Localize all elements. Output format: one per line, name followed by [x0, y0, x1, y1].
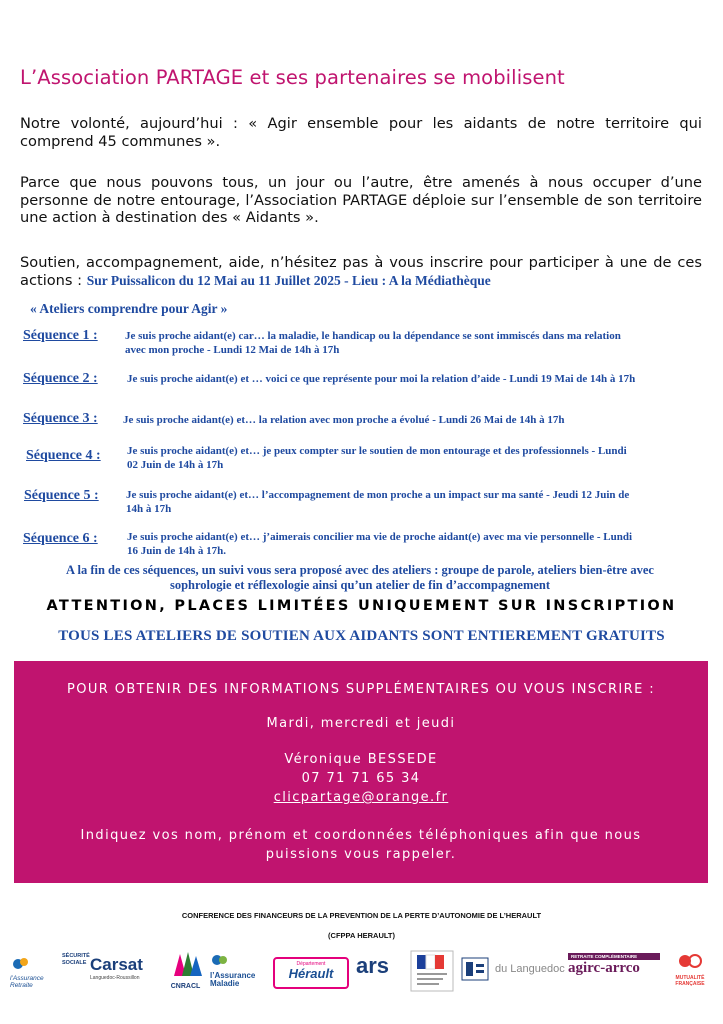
contact-days: Mardi, mercredi et jeudi — [266, 716, 456, 731]
sequence-5-text: Je suis proche aidant(e) et… l’accompagnement de mon proche a un impact sur ma santé - Jeudi 12 Juin de 14h à 17h — [126, 489, 630, 515]
footer-conference: CONFERENCE DES FINANCEURS DE LA PREVENTION DE LA PERTE D’AUTONOMIE DE L’HERAULT — [181, 911, 542, 920]
call-to-action-text: Soutien, accompagnement, aide, n’hésitez pas à vous inscrire pour participer à une de ces actions : — [20, 254, 702, 289]
carsat-sub: Languedoc-Roussillon — [90, 975, 140, 981]
assurance-maladie-icon — [210, 953, 230, 967]
cnracl-logo — [163, 948, 208, 992]
footer-cfppa: (CFPPA HERAULT) — [328, 931, 395, 940]
assurance-retraite-logo — [10, 956, 60, 989]
sequence-4-label: Séquence 4 : — [26, 448, 101, 463]
departement-herault-logo — [273, 957, 349, 989]
dates-location: Sur Puissalicon du 12 Mai au 11 Juillet 2025 - Lieu : A la Médiathèque — [86, 272, 491, 288]
contact-email-link[interactable]: clicpartage@orange.fr — [273, 790, 449, 805]
contact-phone[interactable]: 07 71 71 65 34 — [301, 771, 421, 786]
assurance-maladie-logo — [210, 953, 270, 987]
contact-instructions: Indiquez vos nom, prénom et coordonnées téléphoniques afin que nous puissions vous rappeler. — [80, 828, 642, 862]
ars-logo: ars — [356, 953, 390, 978]
sequence-3-text: Je suis proche aidant(e) et… la relation avec mon proche a évolué - Lundi 26 Mai de 14h à 17h — [123, 414, 565, 426]
agirc-arrco-logo — [568, 953, 660, 983]
herault-text: Hérault — [288, 966, 334, 981]
sequence-1-text: Je suis proche aidant(e) car… la maladie, le handicap ou la dépendance se sont immiscés dans ma relation avec mon proche - Lundi 12 Mai de 14h à 17h — [125, 330, 621, 356]
agirc-text: agirc-arrco — [568, 960, 640, 976]
ateliers-title: « Ateliers comprendre pour Agir » — [30, 301, 228, 316]
assurance-maladie-text: l’Assurance Maladie — [210, 971, 256, 988]
sequence-5-label: Séquence 5 : — [24, 488, 99, 503]
assurance-retraite-icon — [10, 956, 60, 970]
msa-logo — [460, 956, 490, 982]
contact-name: Véronique BESSEDE — [284, 752, 438, 767]
mutualite-logo — [665, 952, 715, 986]
assurance-retraite-text: l’Assurance Retraite — [10, 975, 44, 989]
mutualite-icon — [675, 952, 705, 970]
description-paragraph: Parce que nous pouvons tous, un jour ou l’autre, être amenés à nous occuper d’une personne de notre entourage, l’Association PARTAGE déploie sur l’ensemble de son territoire une action à destination des « Aidants ». — [20, 174, 702, 226]
securite-sociale-logo: SÉCURITÉ SOCIALE — [62, 953, 90, 966]
sequence-2-text: Je suis proche aidant(e) et … voici ce que représente pour moi la relation d’aide - Lundi 19 Mai de 14h à 17h — [127, 373, 636, 385]
sequence-4-text: Je suis proche aidant(e) et… je peux compter sur le soutien de mon entourage et des professionnels - Lundi 02 Juin de 14h à 17h — [127, 445, 627, 471]
cnracl-icon — [166, 948, 206, 978]
attention-banner: ATTENTION, PLACES LIMITÉES UNIQUEMENT SUR INSCRIPTION — [46, 598, 677, 614]
msa-icon — [460, 956, 490, 982]
sequence-6-label: Séquence 6 : — [23, 531, 98, 546]
languedoc-logo: du Languedoc — [495, 963, 565, 975]
agirc-top-text: RETRAITE COMPLÉMENTAIRE — [568, 953, 660, 960]
sequence-1-label: Séquence 1 : — [23, 328, 98, 343]
republique-flag-icon — [409, 949, 455, 993]
carsat-text: Carsat — [90, 955, 143, 974]
call-to-action-paragraph — [20, 254, 702, 289]
page-title: L’Association PARTAGE et ses partenaires se mobilisent — [20, 66, 565, 89]
prefet-logo — [409, 949, 457, 979]
cnracl-text: CNRACL — [170, 983, 201, 990]
contact-header: POUR OBTENIR DES INFORMATIONS SUPPLÉMENTAIRES OU VOUS INSCRIRE : — [66, 682, 656, 697]
mutualite-text: MUTUALITÉ FRANÇAISE — [675, 975, 705, 987]
carsat-logo — [90, 955, 160, 989]
free-workshops-banner: TOUS LES ATELIERS DE SOUTIEN AUX AIDANTS SONT ENTIEREMENT GRATUITS — [58, 628, 665, 644]
follow-up-text: A la fin de ces séquences, un suivi vous sera proposé avec des ateliers : groupe de parole, ateliers bien-être avec sophrologie et réflexologie ainsi qu’un atelier de fin d’accompagnement — [66, 563, 654, 592]
sequence-2-label: Séquence 2 : — [23, 371, 98, 386]
departement-text: Département — [296, 961, 326, 967]
intro-paragraph: Notre volonté, aujourd’hui : « Agir ensemble pour les aidants de notre territoire qui comprend 45 communes ». — [20, 115, 702, 150]
sequence-3-label: Séquence 3 : — [23, 411, 98, 426]
sequence-6-text: Je suis proche aidant(e) et… j’aimerais concilier ma vie de proche aidant(e) avec ma vie personnelle - Lundi 16 Juin de 14h à 17h. — [127, 531, 633, 557]
